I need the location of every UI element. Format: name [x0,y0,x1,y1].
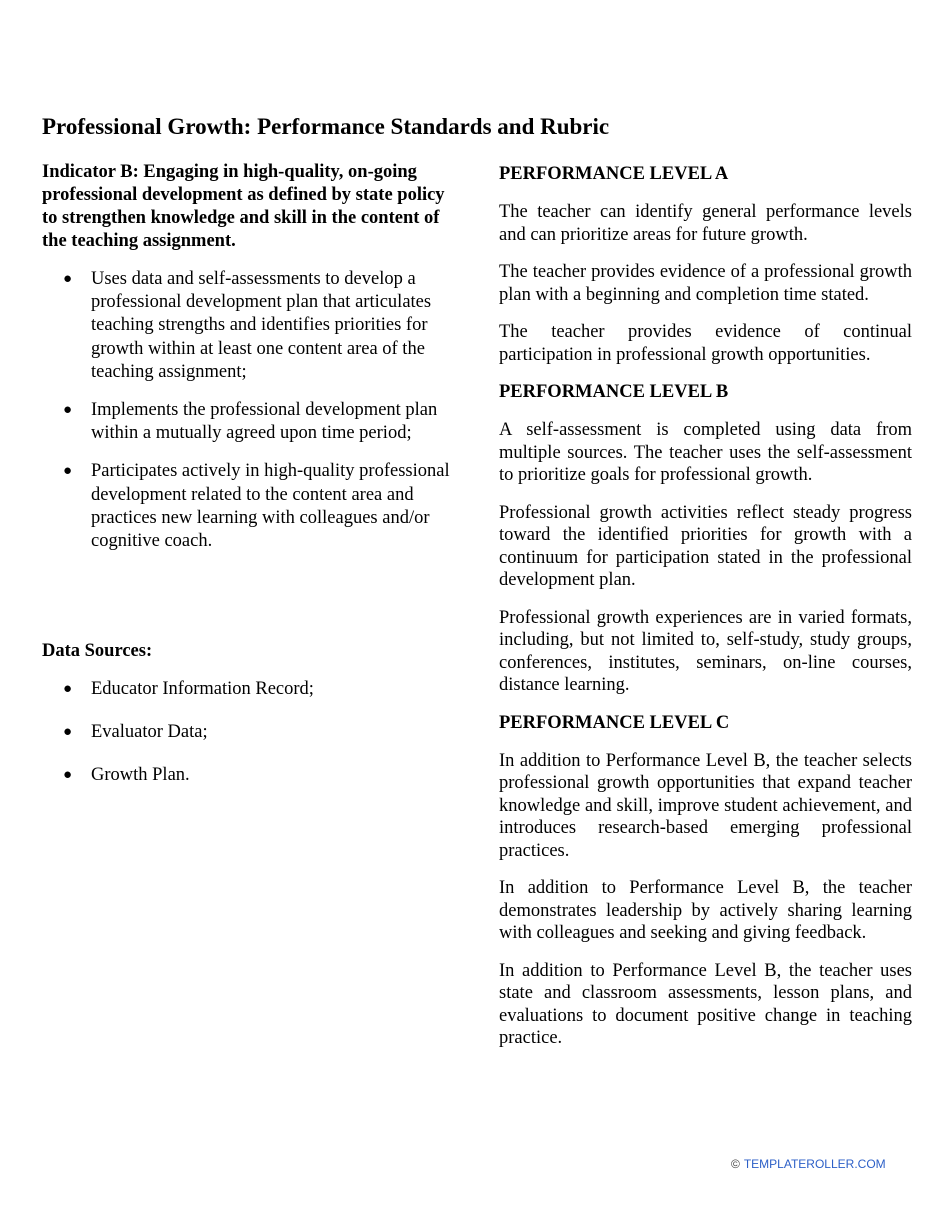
list-item [42,721,456,744]
list-item [42,268,456,384]
bullet-icon: ● [63,402,73,419]
indicator-bullet-list [42,268,456,553]
copyright-icon: © [731,1157,740,1171]
list-item [42,399,456,445]
level-a-paragraph: The teacher can identify general performance levels and can prioritize areas for future growth. [499,202,912,245]
list-item [42,764,456,787]
level-c-paragraph: In addition to Performance Level B, the teacher uses state and classroom assessments, lesson plans, and evaluations to document positive change in teaching practice. [499,960,912,1048]
data-sources-heading: Data Sources: [42,641,153,662]
performance-levels-column [499,163,912,1065]
bullet-icon: ● [63,681,73,698]
level-a-paragraph: The teacher provides evidence of continual participation in professional growth opportunities. [499,322,912,365]
list-item-text: Evaluator Data; [91,721,208,742]
footer-link[interactable]: TEMPLATEROLLER.COM [743,1157,886,1171]
indicator-heading: Indicator B: Engaging in high-quality, on-going professional development as defined by state policy to strengthen knowledge and skill in the content of the teaching assignment. [42,162,445,251]
level-b-heading: PERFORMANCE LEVEL B [499,382,729,402]
list-item-text: Growth Plan. [91,764,190,785]
indicator-column [42,161,456,806]
list-item-text: Participates actively in high-quality professional development related to the content area and practices new learning with colleagues and/or cognitive coach. [91,461,450,552]
level-c-paragraph: In addition to Performance Level B, the teacher demonstrates leadership by actively sharing learning with colleagues and seeking and giving feedback. [499,878,912,943]
bullet-icon: ● [63,723,73,740]
list-item-text: Educator Information Record; [91,679,314,700]
level-a-paragraph: The teacher provides evidence of a professional growth plan with a beginning and completion time stated. [499,262,912,305]
bullet-icon: ● [63,766,73,783]
level-b-paragraph: Professional growth activities reflect steady progress toward the identified priorities for growth with a continuum for participation stated in the professional development plan. [499,502,912,590]
footer-credit[interactable] [731,1157,886,1171]
level-b-paragraph: A self-assessment is completed using data from multiple sources. The teacher uses the self-assessment to prioritize goals for professional growth. [499,420,912,485]
bullet-icon: ● [63,271,73,287]
page-title: Professional Growth: Performance Standards and Rubric [42,114,610,139]
level-a-heading: PERFORMANCE LEVEL A [499,164,729,184]
list-item [42,678,456,701]
list-item-text: Uses data and self-assessments to develop a professional development plan that articulates teaching strengths and identifies priorities for growth within at least one content area of the teaching assignment; [91,269,432,382]
list-item [42,460,456,553]
list-item-text: Implements the professional development plan within a mutually agreed upon time period; [91,400,438,444]
data-sources-list [42,678,456,787]
level-b-paragraph: Professional growth experiences are in varied formats, including, but not limited to, self-study, study groups, conferences, institutes, seminars, on-line courses, distance learning. [499,607,912,695]
bullet-icon: ● [63,463,73,480]
level-c-heading: PERFORMANCE LEVEL C [499,712,730,733]
level-c-paragraph: In addition to Performance Level B, the teacher selects professional growth opportunities that expand teacher knowledge and skill, improve student achievement, and introduces research-based emerging professional practices. [499,750,912,861]
